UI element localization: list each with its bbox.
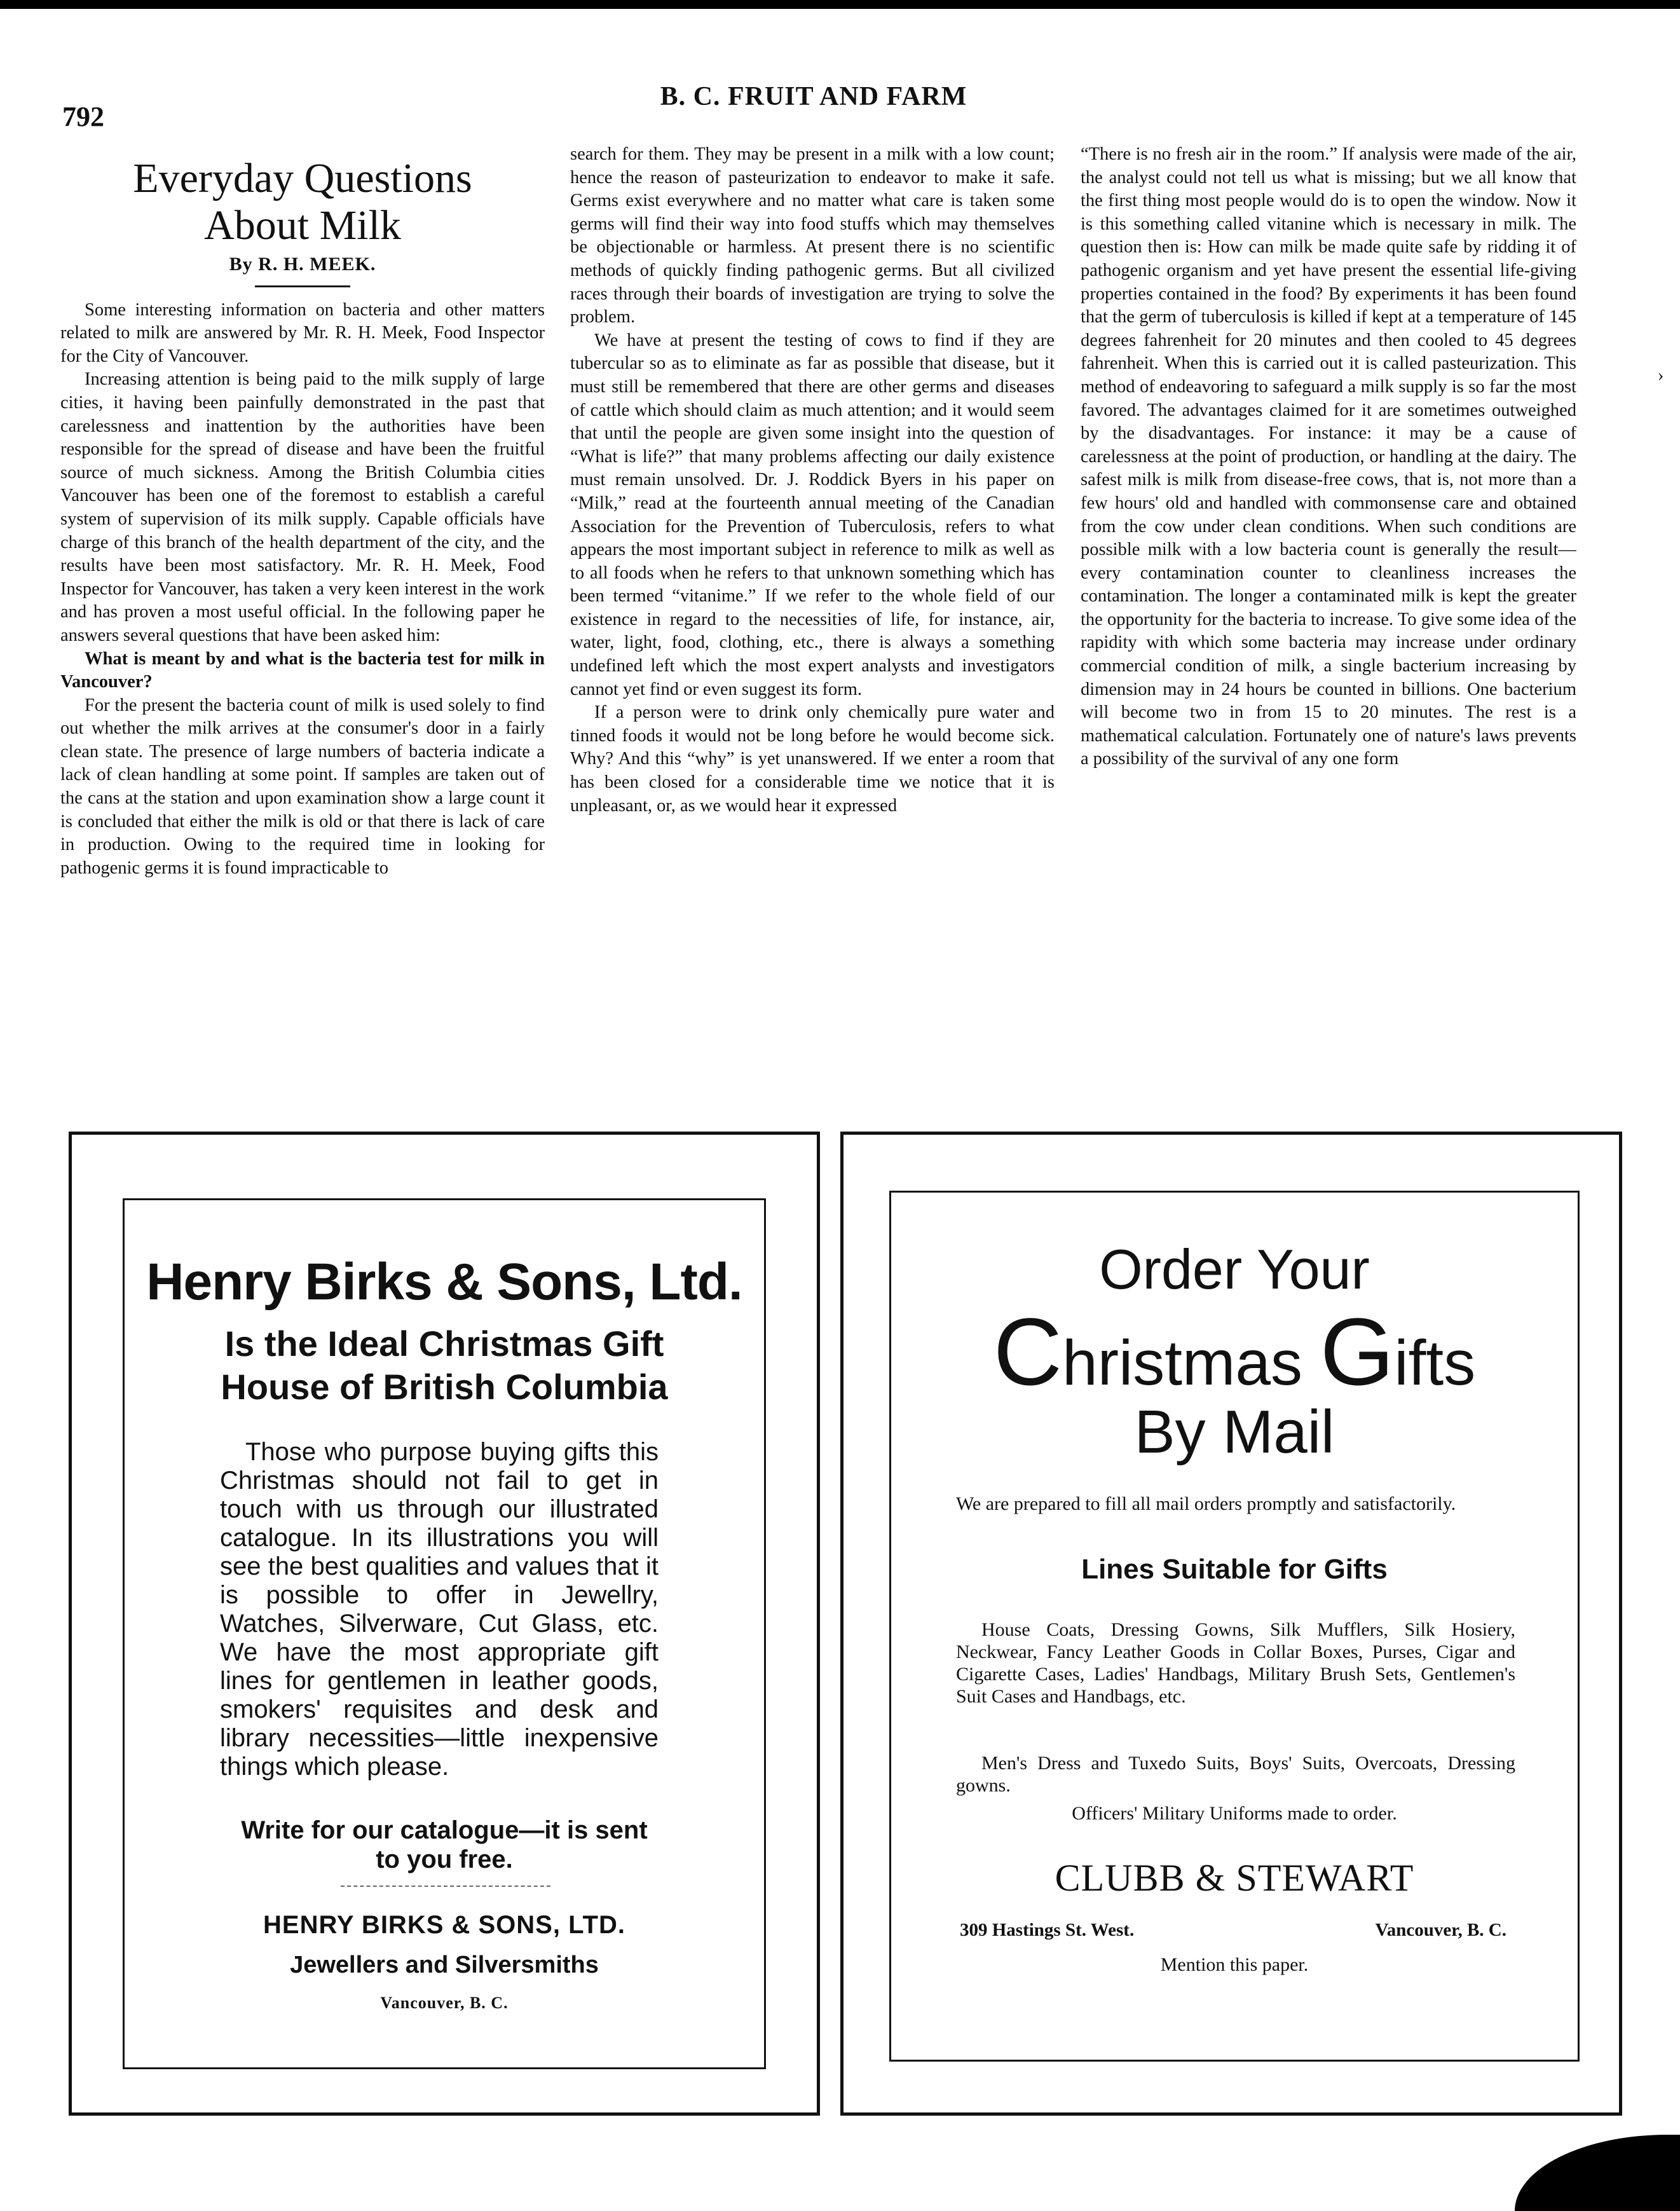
article-title xyxy=(60,155,545,249)
clubb-list-2: Men's Dress and Tuxedo Suits, Boys' Suits, Overcoats, Dressing gowns. xyxy=(956,1753,1515,1796)
birks-ad-inner-frame xyxy=(123,1198,766,2069)
birks-body-text: Those who purpose buying gifts this Christmas should not fail to get in touch with us through our illustrated catalogue. In its illustrations you will see the best qualities and values that it is possible to offer in Jewellry, Watches, Silverware, Cut Glass, etc. We have the most appropriate gift lines for gentlemen in leather goods, smokers' requisites and desk and library necessities—little inexpensive things which please. xyxy=(220,1438,659,1781)
clubb-headline-line-1: Order Your xyxy=(1099,1238,1370,1301)
birks-cta-line-1: Write for our catalogue—it is sent xyxy=(241,1816,648,1844)
birks-body xyxy=(220,1438,659,1781)
article-paragraph: “There is no fresh air in the room.” If analysis were made of the air, the analyst could not tell us what is missing; but we all know that the first thing most people would do is to open the window. Now it is this something called vitanine which is necessary in milk. The question then is: How can milk be made quite safe by ridding it of pathogenic organism and yet have present the essential life-giving properties contained in the food? By experiments it has been found that the germ of tuberculosis is killed if kept at a temperature of 145 degrees fahrenheit for 20 minutes and then cooled to 45 degrees fahrenheit. When this is carried out it is called pasteurization. This method of endeavoring to safeguard a milk supply is so far the most favored. The advantages claimed for it are sometimes outweighed by the disadvantages. For instance: it may be a cause of carelessness at the point of production, or handling at the dairy. The safest milk is milk from disease-free cows, that is, not more than a few hours' old and handled with commonsense care and obtained from the cow under clean conditions. When such conditions are possible milk with a low bacteria count is generally the result—every contamination counter to cleanliness increases the contamination. The longer a contaminated milk is kept the greater the opportunity for the bacteria to increase. To give some idea of the rapidity with which some bacteria may increase under ordinary commercial condition of milk, a single bacterium increasing by dimension may in 24 hours be counted in billions. One bacterium will become two in from 15 to 20 minutes. The rest is a mathematical calculation. Fortunately one of nature's laws prevents a possibility of the survival of any one form xyxy=(1081,144,1576,769)
clubb-mention: Mention this paper. xyxy=(1160,1954,1309,1975)
clubb-list-3: Officers' Military Uniforms made to order. xyxy=(1072,1803,1397,1824)
clubb-store-name: CLUBB & STEWART xyxy=(1055,1857,1414,1899)
clubb-list-1: House Coats, Dressing Gowns, Silk Mufflers, Silk Hosiery, Neckwear, Fancy Leather Goods in Collar Boxes, Purses, Cigar and Cigarette Cases, Ladies' Handbags, Military Brush Sets, Gentlemen's Suit Cases and Handbags, etc. xyxy=(956,1619,1515,1707)
article-paragraph: Increasing attention is being paid to the milk supply of large cities, it having been painfully demonstrated in the past that carelessness and inattention by the authorities have been responsible for the spread of disease and have been the fruitful source of much sickness. Among the British Columbia cities Vancouver has been one of the foremost to establish a careful system of supervision of its milk supply. Capable officials have charge of this branch of the health department of the city, and the results have been most satisfactory. Mr. R. H. Meek, Food Inspector for Vancouver, has taken a very keen interest in the work and has proven a most useful official. In the following paper he answers several questions that have been asked him: xyxy=(60,369,545,645)
article-paragraph: We have at present the testing of cows to find if they are tubercular so as to eliminate as far as possible that disease, but it must still be remembered that there are other germs and diseases of cattle which should claim as much attention; and it would seem that until the people are given some insight into the question of “What is life?” that many problems affecting our daily existence must remain unsolved. Dr. J. Roddick Byers in his paper on “Milk,” read at the fourteenth annual meeting of the Canadian Association for the Prevention of Tuberculosis, refers to what appears the most important subject in reference to milk as well as to all foods when he refers to that unknown something which has been termed “vitanime.” If we refer to the whole field of our existence in regard to the necessities of life, for instance, air, water, light, food, clothing, etc., there is always a something undefined left which the most expert analysts and investigators cannot yet find or even suggest its form. xyxy=(570,330,1055,699)
birks-city: Vancouver, B. C. xyxy=(380,1994,509,2012)
byline-rule xyxy=(255,285,350,287)
clubb-city: Vancouver, B. C. xyxy=(1375,1920,1506,1940)
article-column-3 xyxy=(1081,143,1576,1106)
clubb-headline-hristmas: hristmas xyxy=(1062,1327,1320,1399)
birks-cta-line-2: to you free. xyxy=(376,1845,513,1873)
clubb-stewart-advertisement xyxy=(840,1132,1622,2116)
article-title-line-2: About Milk xyxy=(204,202,401,249)
birks-subtitle xyxy=(125,1322,764,1409)
article-column-2 xyxy=(570,143,1055,1106)
page-number: 792 xyxy=(62,101,104,132)
clubb-lines-title: Lines Suitable for Gifts xyxy=(1081,1554,1388,1585)
clubb-intro: We are prepared to fill all mail orders promptly and satisfactorily. xyxy=(956,1493,1456,1514)
article-question: What is meant by and what is the bacteria test for milk in Vancouver? xyxy=(60,648,545,692)
clubb-ad-inner-frame xyxy=(889,1191,1580,2062)
article-byline: By R. H. MEEK. xyxy=(229,254,376,275)
birks-title: Henry Birks & Sons, Ltd. xyxy=(146,1253,742,1311)
birks-trade: Jewellers and Silversmiths xyxy=(290,1952,599,1978)
top-border xyxy=(0,0,1680,9)
birks-cta xyxy=(125,1816,764,1874)
article-paragraph: If a person were to drink only chemically pure water and tinned foods it would not be long before he would become sick. Why? And this “why” is yet unanswered. If we enter a room that has been closed for a considerable time we notice that it is unpleasant, or, as we would hear it expressed xyxy=(570,702,1055,816)
birks-divider xyxy=(341,1886,550,1887)
article-title-line-1: Everyday Questions xyxy=(133,155,472,202)
article-paragraph: For the present the bacteria count of milk is used solely to find out whether the milk arrives at the consumer's door in a fairly clean state. The presence of large numbers of bacteria indicate a lack of clean handling at some point. If samples are taken out of the cans at the station and upon examination show a large count it is concluded that either the milk is old or that there is lack of care in production. Owing to the required time in looking for pathogenic germs it is found impracticable to xyxy=(60,695,545,878)
clubb-headline-line-2 xyxy=(891,1297,1578,1407)
running-head: B. C. FRUIT AND FARM xyxy=(660,82,967,111)
clubb-headline-line-3: By Mail xyxy=(1134,1398,1335,1466)
article-paragraph: Some interesting information on bacteria and other matters related to milk are answered by Mr. R. H. Meek, Food Inspector for the City of Vancouver. xyxy=(60,299,545,366)
clubb-address: 309 Hastings St. West. xyxy=(960,1920,1135,1940)
birks-subtitle-line-1: Is the Ideal Christmas Gift xyxy=(224,1324,664,1364)
article-paragraph: search for them. They may be present in a milk with a low count; hence the reason of pasteurization to endeavor to make it safe. Germs exist everywhere and no matter what care is taken some germs will find their way into food stuffs which may themselves be objectionable or harmless. At present there is no scientific methods of quickly finding pathogenic germs. But all civilized races through their boards of investigation are trying to solve the problem. xyxy=(570,144,1055,327)
birks-advertisement xyxy=(69,1132,820,2116)
clubb-headline-ifts: ifts xyxy=(1394,1327,1476,1399)
clubb-headline-initial-c: C xyxy=(993,1298,1063,1405)
article-column-1 xyxy=(60,155,545,1109)
birks-company-name: HENRY BIRKS & SONS, LTD. xyxy=(263,1911,625,1939)
edge-mark: › xyxy=(1658,366,1664,385)
scan-corner-shadow xyxy=(1515,2135,1680,2211)
clubb-headline-initial-g: G xyxy=(1320,1298,1395,1405)
birks-subtitle-line-2: House of British Columbia xyxy=(221,1367,668,1407)
